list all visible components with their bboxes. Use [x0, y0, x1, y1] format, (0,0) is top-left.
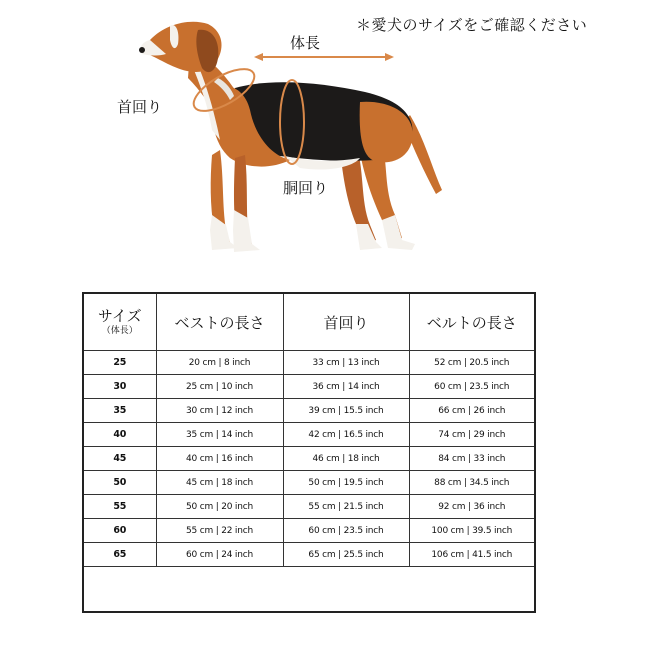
- header-size: [83, 293, 156, 351]
- cell-belt-length: 52 cm | 20.5 inch: [409, 351, 535, 375]
- table-header-row: [83, 293, 535, 351]
- cell-belt-length: 92 cm | 36 inch: [409, 495, 535, 519]
- cell-vest-length: 45 cm | 18 inch: [156, 471, 283, 495]
- header-neck: 首回り: [283, 293, 409, 351]
- cell-belt-length: 84 cm | 33 inch: [409, 447, 535, 471]
- table-row: [83, 495, 535, 519]
- table-row: [83, 423, 535, 447]
- cell-vest-length: 55 cm | 22 inch: [156, 519, 283, 543]
- table-row: [83, 375, 535, 399]
- header-vest-length: ベストの長さ: [156, 293, 283, 351]
- table-row: [83, 519, 535, 543]
- neck-label: 首回り: [117, 98, 163, 116]
- table-row: [83, 543, 535, 567]
- cell-neck: 33 cm | 13 inch: [283, 351, 409, 375]
- cell-neck: 50 cm | 19.5 inch: [283, 471, 409, 495]
- blank-cell: [83, 567, 535, 613]
- cell-size: 60: [83, 519, 156, 543]
- cell-neck: 39 cm | 15.5 inch: [283, 399, 409, 423]
- cell-vest-length: 40 cm | 16 inch: [156, 447, 283, 471]
- cell-vest-length: 20 cm | 8 inch: [156, 351, 283, 375]
- girth-label: 胴回り: [283, 179, 329, 197]
- cell-size: 45: [83, 447, 156, 471]
- cell-belt-length: 100 cm | 39.5 inch: [409, 519, 535, 543]
- cell-vest-length: 30 cm | 12 inch: [156, 399, 283, 423]
- cell-belt-length: 88 cm | 34.5 inch: [409, 471, 535, 495]
- header-size-sublabel: （体長）: [101, 325, 138, 336]
- table-row: [83, 351, 535, 375]
- cell-size: 55: [83, 495, 156, 519]
- cell-neck: 55 cm | 21.5 inch: [283, 495, 409, 519]
- cell-size: 40: [83, 423, 156, 447]
- cell-size: 65: [83, 543, 156, 567]
- cell-vest-length: 35 cm | 14 inch: [156, 423, 283, 447]
- cell-neck: 42 cm | 16.5 inch: [283, 423, 409, 447]
- table-row: [83, 399, 535, 423]
- cell-vest-length: 60 cm | 24 inch: [156, 543, 283, 567]
- cell-size: 35: [83, 399, 156, 423]
- cell-belt-length: 60 cm | 23.5 inch: [409, 375, 535, 399]
- table-row: [83, 471, 535, 495]
- size-table: [82, 292, 536, 613]
- cell-neck: 60 cm | 23.5 inch: [283, 519, 409, 543]
- cell-belt-length: 74 cm | 29 inch: [409, 423, 535, 447]
- body-length-label: 体長: [290, 34, 321, 52]
- header-size-label: サイズ: [97, 306, 142, 325]
- table-blank-row: [83, 567, 535, 613]
- cell-belt-length: 106 cm | 41.5 inch: [409, 543, 535, 567]
- size-check-note: ＊愛犬のサイズをご確認ください: [356, 16, 588, 34]
- cell-neck: 36 cm | 14 inch: [283, 375, 409, 399]
- cell-vest-length: 50 cm | 20 inch: [156, 495, 283, 519]
- cell-size: 30: [83, 375, 156, 399]
- table-row: [83, 447, 535, 471]
- cell-neck: 65 cm | 25.5 inch: [283, 543, 409, 567]
- cell-belt-length: 66 cm | 26 inch: [409, 399, 535, 423]
- cell-vest-length: 25 cm | 10 inch: [156, 375, 283, 399]
- cell-size: 50: [83, 471, 156, 495]
- cell-size: 25: [83, 351, 156, 375]
- header-belt-length: ベルトの長さ: [409, 293, 535, 351]
- cell-neck: 46 cm | 18 inch: [283, 447, 409, 471]
